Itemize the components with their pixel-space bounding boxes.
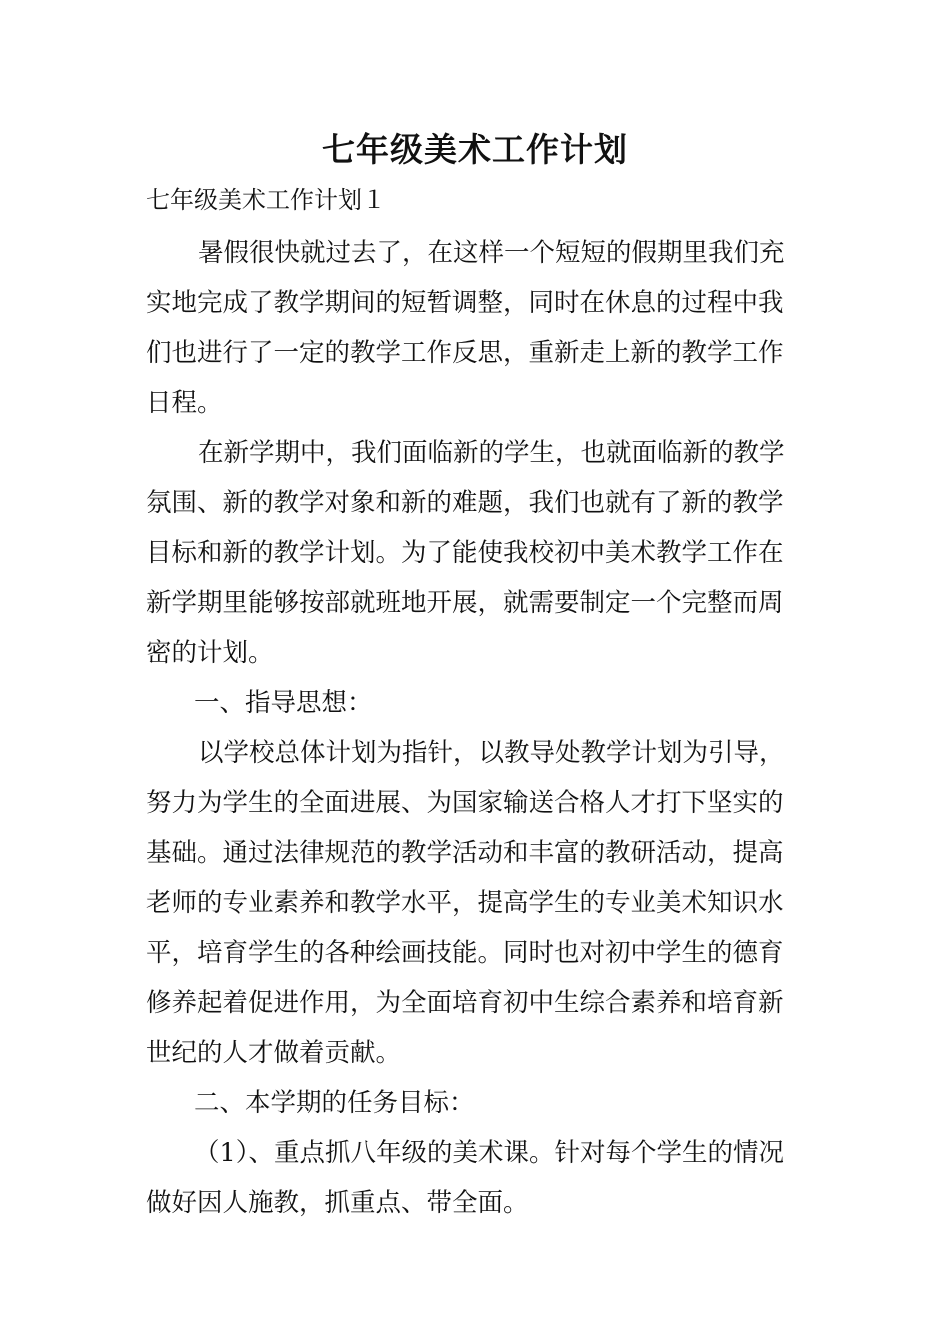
paragraph-line: 目标和新的教学计划。为了能使我校初中美术教学工作在 (146, 538, 784, 568)
paragraph-line: 日程。 (146, 388, 223, 418)
paragraph-line: 平，培育学生的各种绘画技能。同时也对初中学生的德育 (146, 938, 784, 968)
document-title: 七年级美术工作计划 (322, 130, 628, 169)
paragraph-line: 做好因人施教，抓重点、带全面。 (146, 1188, 529, 1218)
document-body (146, 228, 806, 1228)
paragraph-line: 密的计划。 (146, 638, 274, 668)
paragraph-line: 在新学期中，我们面临新的学生，也就面临新的教学 (198, 438, 785, 468)
paragraph-line: 实地完成了教学期间的短暂调整，同时在休息的过程中我 (146, 288, 784, 318)
paragraph-line: 努力为学生的全面进展、为国家输送合格人才打下坚实的 (146, 788, 784, 818)
paragraph-line: 们也进行了一定的教学工作反思，重新走上新的教学工作 (146, 338, 784, 368)
paragraph-line: 世纪的人才做着贡献。 (146, 1038, 402, 1068)
paragraph-line: 基础。通过法律规范的教学活动和丰富的教研活动，提高 (146, 838, 784, 868)
section-heading: 一、指导思想： (194, 688, 373, 718)
paragraph-line: 新学期里能够按部就班地开展，就需要制定一个完整而周 (146, 588, 784, 618)
paragraph-line: （1）、重点抓八年级的美术课。针对每个学生的情况 (194, 1138, 784, 1168)
paragraph-line: 暑假很快就过去了，在这样一个短短的假期里我们充 (198, 238, 785, 268)
paragraph-line: 以学校总体计划为指针，以教导处教学计划为引导， (198, 738, 785, 768)
paragraph-line: 修养起着促进作用，为全面培育初中生综合素养和培育新 (146, 988, 784, 1018)
section-heading: 二、本学期的任务目标： (194, 1088, 475, 1118)
paragraph-line: 老师的专业素养和教学水平，提高学生的专业美术知识水 (146, 888, 784, 918)
paragraph-line: 氛围、新的教学对象和新的难题，我们也就有了新的教学 (146, 488, 784, 518)
document-subtitle: 七年级美术工作计划１ (146, 186, 386, 214)
